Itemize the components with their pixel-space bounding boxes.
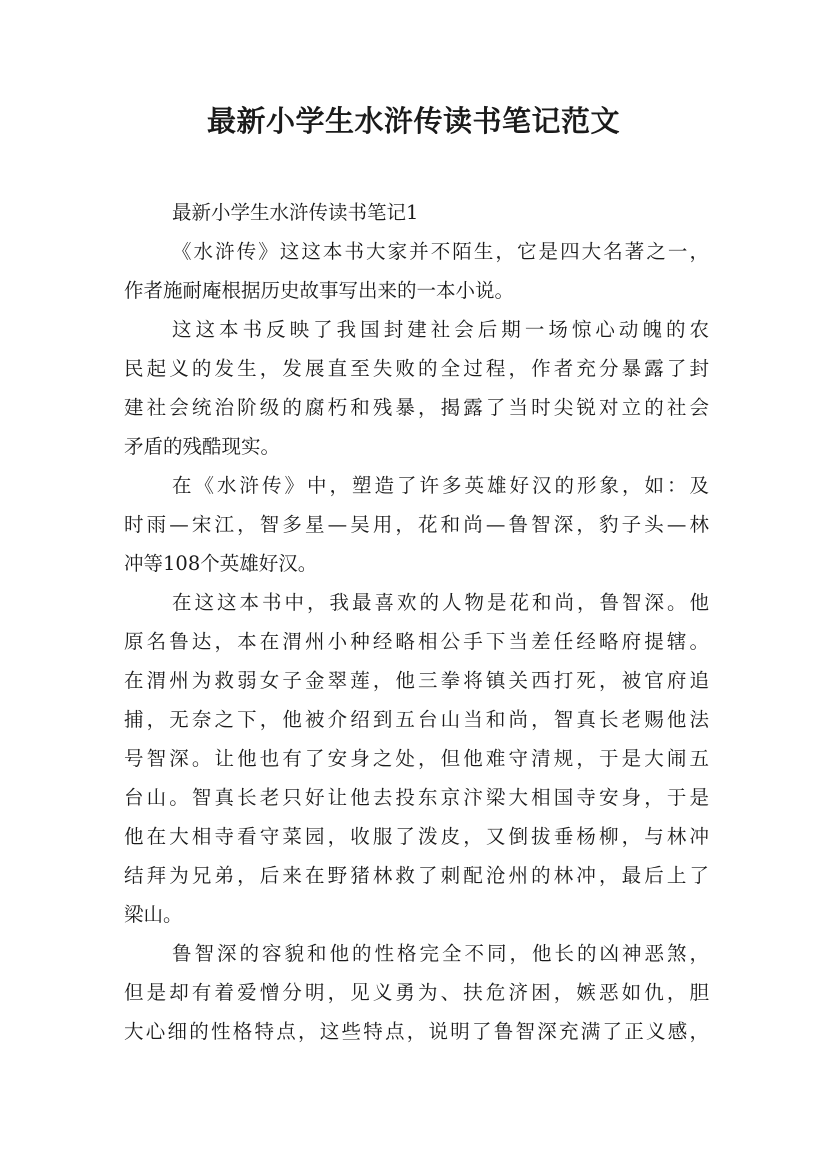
text-line: 梁山。: [124, 903, 183, 926]
text-line: 在《水浒传》中，塑造了许多英雄好汉的形象，如：及: [172, 474, 709, 497]
section-heading: 最新小学生水浒传读书笔记1: [172, 201, 419, 224]
text-line: 鲁智深的容貌和他的性格完全不同，他长的凶神恶煞，: [172, 942, 709, 965]
text-line: 号智深。让他也有了安身之处，但他难守清规，于是大闹五: [124, 747, 709, 770]
text-line: 但是却有着爱憎分明，见义勇为、扶危济困，嫉恶如仇，胆: [124, 981, 709, 1004]
document-body: [124, 193, 709, 1051]
text-line: 《水浒传》这这本书大家并不陌生，它是四大名著之一，: [172, 240, 709, 263]
text-line: 矛盾的残酷现实。: [124, 435, 281, 458]
text-line: 在渭州为救弱女子金翠莲，他三拳将镇关西打死，被官府追: [124, 669, 709, 692]
text-line: 结拜为兄弟，后来在野猪林救了刺配沧州的林冲，最后上了: [124, 864, 709, 887]
document-title: 最新小学生水浒传读书笔记范文: [206, 104, 620, 138]
text-line: 民起义的发生，发展直至失败的全过程，作者充分暴露了封: [124, 357, 709, 380]
text-line: 原名鲁达，本在渭州小种经略相公手下当差任经略府提辖。: [124, 630, 709, 653]
text-line: 大心细的性格特点，这些特点，说明了鲁智深充满了正义感，: [124, 1020, 709, 1043]
text-line: 台山。智真长老只好让他去投东京汴梁大相国寺安身，于是: [124, 786, 709, 809]
text-line: 建社会统治阶级的腐朽和残暴，揭露了当时尖锐对立的社会: [124, 396, 709, 419]
text-line: 在这这本书中，我最喜欢的人物是花和尚，鲁智深。他: [172, 591, 709, 614]
text-line: 冲等108个英雄好汉。: [124, 552, 318, 575]
text-line: 作者施耐庵根据历史故事写出来的一本小说。: [124, 279, 515, 302]
text-line: 时雨—宋江，智多星—吴用，花和尚—鲁智深，豹子头—林: [124, 513, 709, 536]
text-line: 这这本书反映了我国封建社会后期一场惊心动魄的农: [172, 318, 709, 341]
text-line: 捕，无奈之下，他被介绍到五台山当和尚，智真长老赐他法: [124, 708, 709, 731]
text-line: 他在大相寺看守菜园，收服了泼皮，又倒拔垂杨柳，与林冲: [124, 825, 709, 848]
